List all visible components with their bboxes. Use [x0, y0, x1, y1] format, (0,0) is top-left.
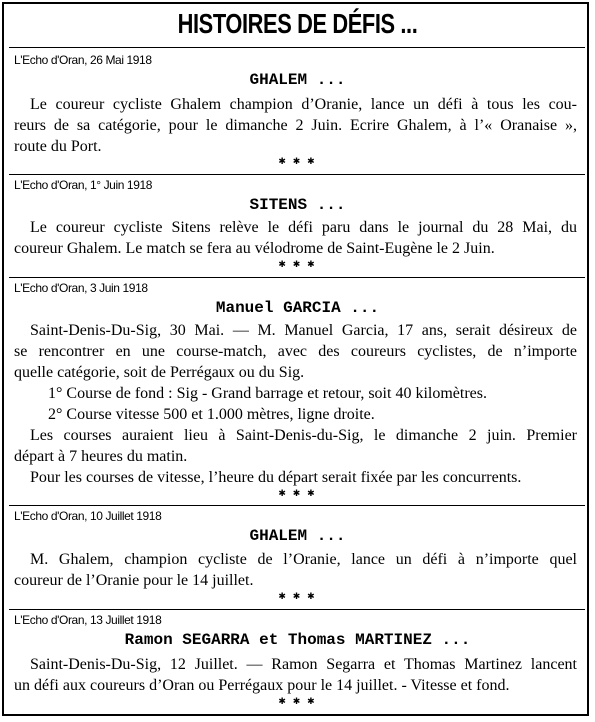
article-line: Les courses auraient lieu à Saint-Denis-du-Sig, le dimanche 2 juin. Premier — [30, 427, 577, 444]
stars-separator: ✱ ✱ ✱ — [278, 697, 317, 707]
article-line: se rencontrer en une course-match, avec des coureurs cyclistes, de n’importe — [14, 343, 577, 360]
article-source: L'Echo d'Oran, 10 Juillet 1918 — [14, 509, 162, 523]
section-divider — [9, 609, 585, 610]
article-line: Saint-Denis-Du-Sig, 12 Juillet. — Ramon Segarra et Thomas Martinez lancent — [30, 656, 577, 673]
article-line: reurs de sa catégorie, pour le dimanche 2 Juin. Ecrire Ghalem, à l’« Oranaise », — [14, 117, 577, 134]
article-heading: SITENS ... — [249, 196, 346, 214]
section-divider — [9, 277, 585, 278]
article-line: 1° Course de fond : Sig - Grand barrage et retour, soit 40 kilomètres. — [48, 385, 487, 402]
article-line: 2° Course vitesse 500 et 1.000 mètres, ligne droite. — [48, 406, 375, 423]
article-line: départ à 7 heures du matin. — [14, 448, 188, 465]
article-line: coureur de l’Oranie pour le 14 juillet. — [14, 572, 254, 589]
article-line: M. Ghalem, champion cycliste de l’Oranie, lance un défi à n’importe quel — [30, 551, 577, 568]
article-source: L'Echo d'Oran, 13 Juillet 1918 — [14, 613, 162, 627]
article-source: L'Echo d'Oran, 1° Juin 1918 — [14, 178, 153, 192]
stars-separator: ✱ ✱ ✱ — [278, 260, 317, 270]
article-line: un défi aux coureurs d’Oran ou Perrégaux pour le 14 juillet. - Vitesse et fond. — [14, 677, 510, 694]
article-heading: GHALEM ... — [249, 71, 346, 89]
section-divider — [9, 505, 585, 506]
article-line: Le coureur cycliste Sitens relève le défi paru dans le journal du 28 Mai, du — [30, 219, 577, 236]
section-divider — [9, 47, 585, 48]
stars-separator: ✱ ✱ ✱ — [278, 489, 317, 499]
article-line: Le coureur cycliste Ghalem champion d’Oranie, lance un défi à tous les cou- — [30, 96, 577, 113]
article-line: coureur Ghalem. Le match se fera au vélodrome de Saint-Eugène le 2 Juin. — [14, 240, 495, 257]
article-line: Saint-Denis-Du-Sig, 30 Mai. — M. Manuel Garcia, 17 ans, serait désireux de — [30, 322, 577, 339]
article-heading: GHALEM ... — [249, 527, 346, 545]
stars-separator: ✱ ✱ ✱ — [278, 592, 317, 602]
page-title: HISTOIRES DE DÉFIS ... — [177, 8, 418, 39]
article-line: route du Port. — [14, 138, 102, 155]
section-divider — [9, 174, 585, 175]
article-source: L'Echo d'Oran, 26 Mai 1918 — [14, 53, 152, 67]
article-source: L'Echo d'Oran, 3 Juin 1918 — [14, 281, 148, 295]
stars-separator: ✱ ✱ ✱ — [278, 157, 317, 167]
article-line: quelle catégorie, soit de Perrégaux ou du Sig. — [14, 364, 305, 381]
article-heading: Ramon SEGARRA et Thomas MARTINEZ ... — [124, 631, 471, 649]
article-heading: Manuel GARCIA ... — [215, 299, 380, 317]
article-line: Pour les courses de vitesse, l’heure du départ serait fixée par les concurrents. — [30, 469, 522, 486]
